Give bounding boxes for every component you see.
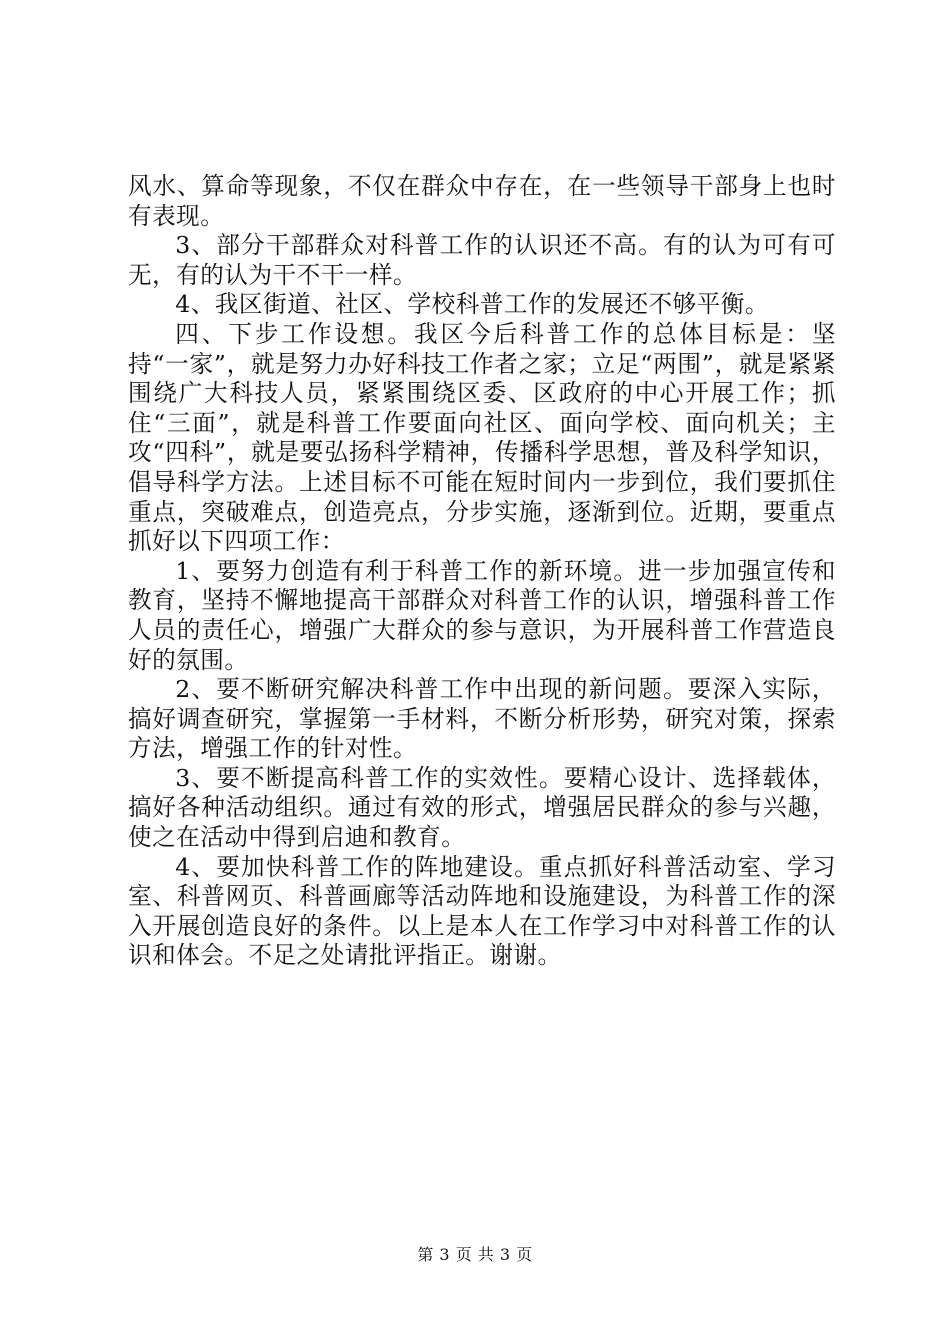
document-body (128, 172, 836, 971)
paragraph-section-4: 四、下步工作设想。我区今后科普工作的总体目标是：坚持“一家”，就是努力办好科技工作者之家；立足“两围”，就是紧紧围绕广大科技人员，紧紧围绕区委、区政府的中心开展工作；抓住“三面”，就是科普工作要面向社区、面向学校、面向机关；主攻“四科”，就是要弘扬科学精神，传播科学思想，普及科学知识，倡导科学方法。上述目标不可能在短时间内一步到位，我们要抓住重点，突破难点，创造亮点，分步实施，逐渐到位。近期，要重点抓好以下四项工作： (128, 319, 836, 556)
paragraph-continuation: 风水、算命等现象，不仅在群众中存在，在一些领导干部身上也时有表现。 (128, 172, 836, 230)
paragraph-task-2: 2、要不断研究解决科普工作中出现的新问题。要深入实际，搞好调查研究，掌握第一手材料，不断分析形势，研究对策，探索方法，增强工作的针对性。 (128, 675, 836, 763)
paragraph-item-3: 3、部分干部群众对科普工作的认识还不高。有的认为可有可无，有的认为干不干一样。 (128, 231, 836, 289)
page-footer: 第 3 页 共 3 页 (417, 1245, 533, 1264)
paragraph-item-4: 4、我区街道、社区、学校科普工作的发展还不够平衡。 (175, 290, 769, 319)
paragraph-task-1: 1、要努力创造有利于科普工作的新环境。进一步加强宣传和教育，坚持不懈地提高干部群众对科普工作的认识，增强科普工作人员的责任心，增强广大群众的参与意识，为开展科普工作营造良好的氛围。 (128, 556, 836, 674)
paragraph-task-3: 3、要不断提高科普工作的实效性。要精心设计、选择载体，搞好各种活动组织。通过有效的形式，增强居民群众的参与兴趣，使之在活动中得到启迪和教育。 (128, 763, 836, 852)
paragraph-task-4: 4、要加快科普工作的阵地建设。重点抓好科普活动室、学习室、科普网页、科普画廊等活动阵地和设施建设，为科普工作的深入开展创造良好的条件。以上是本人在工作学习中对科普工作的认识和体会。不足之处请批评指正。谢谢。 (128, 852, 836, 970)
